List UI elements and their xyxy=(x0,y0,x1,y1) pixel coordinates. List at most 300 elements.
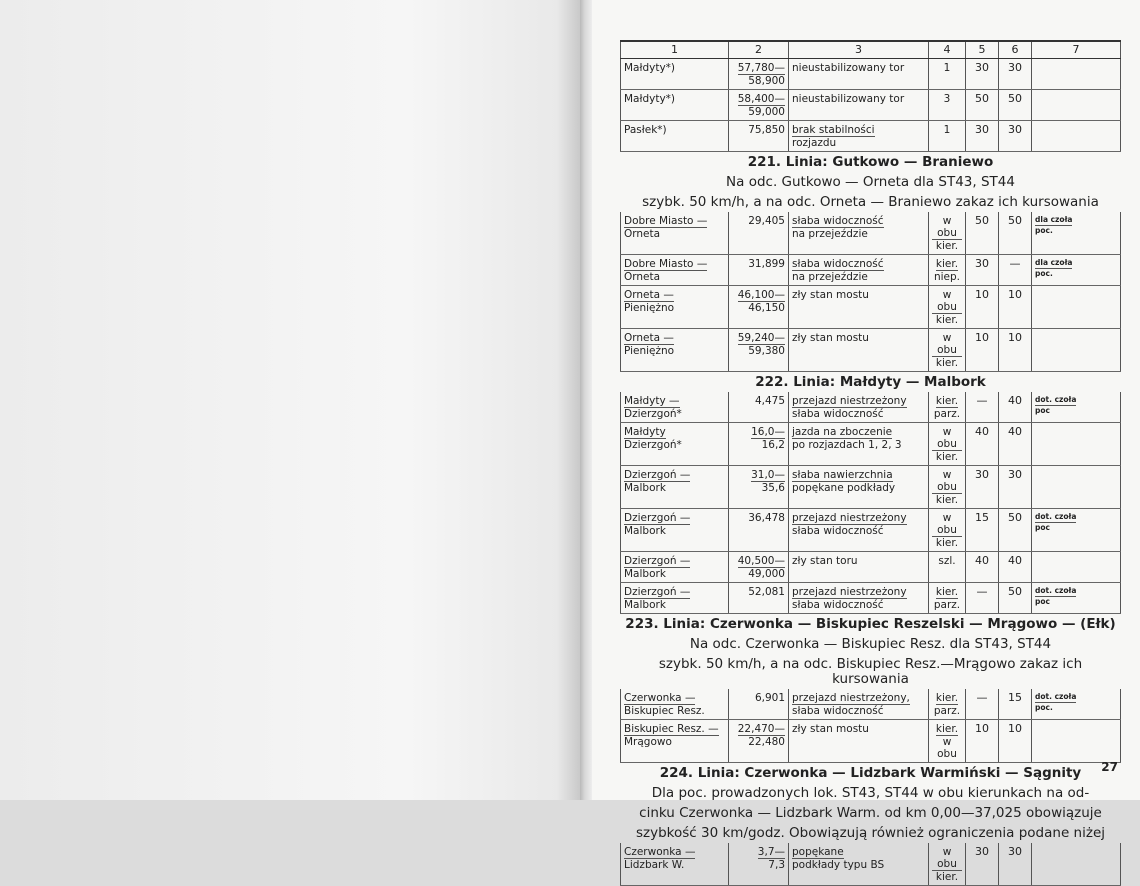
note-cell xyxy=(1032,843,1121,886)
col-header-3: 3 xyxy=(789,41,929,59)
col-header-5: 5 xyxy=(966,41,999,59)
blank-left-page xyxy=(0,0,580,800)
speed-cell xyxy=(966,583,999,614)
table-body xyxy=(621,59,1121,886)
cell-text-line: Orneta — xyxy=(624,332,674,344)
cell-text-line: dla czoła xyxy=(1035,215,1073,224)
cell-text-line: niep. xyxy=(933,271,961,283)
speed-cell xyxy=(966,392,999,423)
table-row xyxy=(621,255,1121,286)
cell-text-line: 50 xyxy=(1008,511,1022,524)
cell-text-line: Dzierzgoń — xyxy=(624,512,691,524)
cell-text-line: 22,470— xyxy=(737,723,785,735)
note-cell xyxy=(1032,509,1121,552)
note-cell xyxy=(1032,689,1121,720)
cell-text-line: 46,100— xyxy=(737,289,785,301)
line-note-row xyxy=(621,634,1121,654)
direction-cell xyxy=(929,212,966,255)
cell-text-line: Małdyty xyxy=(624,426,666,438)
speed-cell xyxy=(999,121,1032,152)
line-title-row xyxy=(621,614,1121,635)
direction-cell xyxy=(929,552,966,583)
col-header-2: 2 xyxy=(729,41,789,59)
km-cell xyxy=(729,90,789,121)
cell-text-line: słaba widoczność xyxy=(792,525,884,537)
km-cell xyxy=(729,212,789,255)
cell-text-line: 30 xyxy=(975,257,989,270)
cell-text-line: słaba widoczność xyxy=(792,258,884,270)
cell-text-line: przejazd niestrzeżony xyxy=(792,586,907,598)
cell-text-line: dla czoła xyxy=(1035,258,1073,267)
direction-cell xyxy=(929,392,966,423)
km-cell xyxy=(729,720,789,763)
speed-cell xyxy=(999,552,1032,583)
table-row xyxy=(621,121,1121,152)
speed-cell xyxy=(999,689,1032,720)
km-cell xyxy=(729,329,789,372)
reason-cell xyxy=(789,509,929,552)
cell-text-line: 50 xyxy=(975,214,989,227)
cell-text-line: 10 xyxy=(1008,331,1022,344)
km-cell xyxy=(729,121,789,152)
cell-text-line: kier. xyxy=(935,314,959,326)
station-cell xyxy=(621,329,729,372)
direction-cell xyxy=(929,423,966,466)
reason-cell xyxy=(789,329,929,372)
cell-text-line: 50 xyxy=(1008,585,1022,598)
note-cell xyxy=(1032,583,1121,614)
line-note: Dla poc. prowadzonych lok. ST43, ST44 w obu kierunkach na od- xyxy=(651,785,1090,801)
table-row xyxy=(621,509,1121,552)
cell-text-line: 35,6 xyxy=(761,482,785,494)
note-cell xyxy=(1032,329,1121,372)
table-row xyxy=(621,720,1121,763)
cell-text-line: słaba widoczność xyxy=(792,599,884,611)
note-cell xyxy=(1032,121,1121,152)
speed-cell xyxy=(966,121,999,152)
line-title-row xyxy=(621,152,1121,173)
km-cell xyxy=(729,423,789,466)
reason-cell xyxy=(789,466,929,509)
cell-text-line: Dobre Miasto — xyxy=(624,258,708,270)
km-cell xyxy=(729,509,789,552)
station-cell xyxy=(621,689,729,720)
reason-cell xyxy=(789,255,929,286)
reason-cell xyxy=(789,392,929,423)
cell-text-line: rozjazdu xyxy=(792,137,837,149)
station-cell xyxy=(621,423,729,466)
cell-text-line: Biskupiec Resz. xyxy=(624,705,705,717)
km-cell xyxy=(729,552,789,583)
speed-cell xyxy=(999,843,1032,886)
cell-text-line: kier. xyxy=(935,723,959,735)
table-row xyxy=(621,423,1121,466)
direction-cell xyxy=(929,466,966,509)
line-note-row xyxy=(621,192,1121,212)
cell-text-line: Dzierzgoń — xyxy=(624,586,691,598)
line-note: Na odc. Gutkowo — Orneta dla ST43, ST44 xyxy=(726,174,1015,190)
cell-text-line: po rozjazdach 1, 2, 3 xyxy=(792,439,902,451)
cell-text-line: kier. xyxy=(935,240,959,252)
speed-cell xyxy=(999,423,1032,466)
direction-cell xyxy=(929,90,966,121)
cell-text-line: Dzierzgoń* xyxy=(624,408,682,420)
direction-cell xyxy=(929,720,966,763)
cell-text-line: Orneta — xyxy=(624,289,674,301)
reason-cell xyxy=(789,689,929,720)
cell-text-line: dot. czoła xyxy=(1035,512,1077,521)
reason-cell xyxy=(789,59,929,90)
line-title: 222. Linia: Małdyty — Malbork xyxy=(755,374,986,390)
cell-text-line: 50 xyxy=(1008,214,1022,227)
cell-text-line: Orneta xyxy=(624,228,661,240)
cell-text-line: nieustabilizowany tor xyxy=(792,62,905,74)
speed-cell xyxy=(999,59,1032,90)
cell-text-line: Malbork xyxy=(624,482,666,494)
cell-text-line: Biskupiec Resz. — xyxy=(624,723,719,735)
direction-cell xyxy=(929,583,966,614)
cell-text-line: 40 xyxy=(1008,554,1022,567)
cell-text-line: — xyxy=(1009,257,1021,270)
cell-text-line: 59,000 xyxy=(748,106,785,118)
speed-cell xyxy=(966,212,999,255)
line-note-row xyxy=(621,172,1121,192)
cell-text-line: 1 xyxy=(943,124,951,136)
cell-text-line: 75,850 xyxy=(748,124,785,136)
km-cell xyxy=(729,843,789,886)
cell-text-line: Malbork xyxy=(624,599,666,611)
cell-text-line: kier. xyxy=(935,692,959,704)
cell-text-line: 10 xyxy=(1008,722,1022,735)
speed-cell xyxy=(999,466,1032,509)
cell-text-line: 31,899 xyxy=(748,258,785,270)
speed-cell xyxy=(999,583,1032,614)
cell-text-line: 6,901 xyxy=(754,692,785,704)
cell-text-line: w obu xyxy=(932,332,962,357)
speed-cell xyxy=(966,255,999,286)
speed-cell xyxy=(966,466,999,509)
km-cell xyxy=(729,286,789,329)
note-cell xyxy=(1032,90,1121,121)
station-cell xyxy=(621,843,729,886)
cell-text-line: 40 xyxy=(1008,425,1022,438)
speed-cell xyxy=(999,255,1032,286)
note-cell xyxy=(1032,286,1121,329)
speed-cell xyxy=(966,843,999,886)
station-cell xyxy=(621,583,729,614)
speed-cell xyxy=(966,720,999,763)
cell-text-line: na przejeździe xyxy=(792,228,868,240)
speed-cell xyxy=(966,423,999,466)
cell-text-line: zły stan toru xyxy=(792,555,858,567)
cell-text-line: 22,480 xyxy=(748,736,785,748)
note-cell xyxy=(1032,59,1121,90)
station-cell xyxy=(621,121,729,152)
speed-cell xyxy=(999,286,1032,329)
cell-text-line: Dzierzgoń — xyxy=(624,555,691,567)
cell-text-line: Orneta xyxy=(624,271,661,283)
station-cell xyxy=(621,90,729,121)
cell-text-line: 50 xyxy=(975,92,989,105)
cell-text-line: dot. czoła xyxy=(1035,395,1077,404)
cell-text-line: Dzierzgoń — xyxy=(624,469,691,481)
line-note-row xyxy=(621,654,1121,689)
cell-text-line: przejazd niestrzeżony, xyxy=(792,692,910,704)
cell-text-line: 16,0— xyxy=(751,426,785,438)
table-row xyxy=(621,212,1121,255)
cell-text-line: Czerwonka — xyxy=(624,846,696,858)
direction-cell xyxy=(929,329,966,372)
cell-text-line: w obu xyxy=(932,215,962,240)
cell-text-line: słaba widoczność xyxy=(792,705,884,717)
table-row xyxy=(621,329,1121,372)
direction-cell xyxy=(929,255,966,286)
speed-cell xyxy=(999,392,1032,423)
cell-text-line: słaba widoczność xyxy=(792,215,884,227)
note-cell xyxy=(1032,212,1121,255)
speed-restriction-table-area xyxy=(620,40,1120,886)
direction-cell xyxy=(929,843,966,886)
page-number: 27 xyxy=(1101,760,1118,774)
cell-text-line: Czerwonka — xyxy=(624,692,696,704)
cell-text-line: Dzierzgoń* xyxy=(624,439,682,451)
cell-text-line: parz. xyxy=(933,705,961,717)
table-row xyxy=(621,90,1121,121)
table-row xyxy=(621,286,1121,329)
table-row xyxy=(621,689,1121,720)
cell-text-line: 30 xyxy=(975,61,989,74)
cell-text-line: Lidzbark W. xyxy=(624,859,685,871)
cell-text-line: nieustabilizowany tor xyxy=(792,93,905,105)
cell-text-line: poc xyxy=(1035,597,1050,606)
cell-text-line: — xyxy=(976,585,988,598)
cell-text-line: 10 xyxy=(975,288,989,301)
note-cell xyxy=(1032,552,1121,583)
speed-cell xyxy=(966,552,999,583)
cell-text-line: w obu xyxy=(932,289,962,314)
reason-cell xyxy=(789,423,929,466)
cell-text-line: słaba widoczność xyxy=(792,408,884,420)
direction-cell xyxy=(929,121,966,152)
km-cell xyxy=(729,255,789,286)
cell-text-line: 59,240— xyxy=(737,332,785,344)
line-note: szybk. 50 km/h, a na odc. Orneta — Braniewo zakaz ich kursowania xyxy=(642,194,1099,210)
cell-text-line: 58,900 xyxy=(748,75,785,87)
cell-text-line: 36,478 xyxy=(748,512,785,524)
cell-text-line: 1 xyxy=(943,62,951,74)
cell-text-line: Pieniężno xyxy=(624,302,675,314)
cell-text-line: kier. xyxy=(935,258,959,270)
cell-text-line: w obu xyxy=(932,469,962,494)
direction-cell xyxy=(929,509,966,552)
km-cell xyxy=(729,583,789,614)
cell-text-line: poc. xyxy=(1035,226,1053,235)
cell-text-line: 30 xyxy=(1008,468,1022,481)
cell-text-line: 4,475 xyxy=(754,395,785,407)
cell-text-line: 30 xyxy=(1008,123,1022,136)
cell-text-line: 40 xyxy=(1008,394,1022,407)
cell-text-line: kier. xyxy=(935,357,959,369)
cell-text-line: 58,400— xyxy=(737,93,785,105)
cell-text-line: 29,405 xyxy=(748,215,785,227)
cell-text-line: — xyxy=(976,691,988,704)
speed-cell xyxy=(999,212,1032,255)
reason-cell xyxy=(789,286,929,329)
cell-text-line: Małdyty*) xyxy=(624,62,676,74)
cell-text-line: zły stan mostu xyxy=(792,723,869,735)
line-note: Na odc. Czerwonka — Biskupiec Resz. dla ST43, ST44 xyxy=(689,636,1052,652)
col-header-1: 1 xyxy=(621,41,729,59)
cell-text-line: 40 xyxy=(975,425,989,438)
cell-text-line: dot. czoła xyxy=(1035,586,1077,595)
station-cell xyxy=(621,59,729,90)
line-note: szybkość 30 km/godz. Obowiązują również ograniczenia podane niżej xyxy=(635,825,1105,841)
cell-text-line: parz. xyxy=(933,599,961,611)
cell-text-line: 15 xyxy=(1008,691,1022,704)
line-title: 224. Linia: Czerwonka — Lidzbark Warmiński — Sągnity xyxy=(659,765,1082,781)
cell-text-line: podkłady typu BS xyxy=(792,859,885,871)
note-cell xyxy=(1032,423,1121,466)
station-cell xyxy=(621,392,729,423)
cell-text-line: w obu xyxy=(937,736,957,760)
cell-text-line: 46,150 xyxy=(748,302,785,314)
km-cell xyxy=(729,59,789,90)
reason-cell xyxy=(789,720,929,763)
note-cell xyxy=(1032,720,1121,763)
speed-cell xyxy=(966,689,999,720)
direction-cell xyxy=(929,286,966,329)
col-header-7: 7 xyxy=(1032,41,1121,59)
cell-text-line: Malbork xyxy=(624,568,666,580)
cell-text-line: kier. xyxy=(935,871,959,883)
speed-cell xyxy=(966,509,999,552)
km-cell xyxy=(729,392,789,423)
cell-text-line: 31,0— xyxy=(751,469,785,481)
right-page xyxy=(592,0,1140,883)
cell-text-line: zły stan mostu xyxy=(792,289,869,301)
station-cell xyxy=(621,212,729,255)
cell-text-line: brak stabilności xyxy=(792,124,875,136)
speed-cell xyxy=(966,329,999,372)
cell-text-line: słaba nawierzchnia xyxy=(792,469,893,481)
cell-text-line: Małdyty — xyxy=(624,395,680,407)
line-note-row xyxy=(621,783,1121,803)
cell-text-line: 10 xyxy=(1008,288,1022,301)
direction-cell xyxy=(929,689,966,720)
station-cell xyxy=(621,720,729,763)
line-title-row xyxy=(621,763,1121,784)
cell-text-line: 15 xyxy=(975,511,989,524)
cell-text-line: dot. czoła xyxy=(1035,692,1077,701)
line-note: cinku Czerwonka — Lidzbark Warm. od km 0,00—37,025 obowiązuje xyxy=(639,805,1102,821)
cell-text-line: 30 xyxy=(975,468,989,481)
station-cell xyxy=(621,552,729,583)
line-note: szybk. 50 km/h, a na odc. Biskupiec Resz.—Mrągowo zakaz ich kursowania xyxy=(658,656,1083,687)
cell-text-line: 16,2 xyxy=(761,439,785,451)
station-cell xyxy=(621,509,729,552)
cell-text-line: kier. xyxy=(935,537,959,549)
note-cell xyxy=(1032,392,1121,423)
cell-text-line: szl. xyxy=(938,555,956,567)
cell-text-line: 52,081 xyxy=(748,586,785,598)
cell-text-line: na przejeździe xyxy=(792,271,868,283)
speed-cell xyxy=(999,720,1032,763)
line-title: 221. Linia: Gutkowo — Braniewo xyxy=(747,154,994,170)
cell-text-line: 59,380 xyxy=(748,345,785,357)
table-row xyxy=(621,552,1121,583)
column-header-row xyxy=(621,41,1121,59)
station-cell xyxy=(621,286,729,329)
cell-text-line: Pasłek*) xyxy=(624,124,667,136)
cell-text-line: zły stan mostu xyxy=(792,332,869,344)
cell-text-line: parz. xyxy=(933,408,961,420)
cell-text-line: w obu xyxy=(932,846,962,871)
reason-cell xyxy=(789,843,929,886)
direction-cell xyxy=(929,59,966,90)
cell-text-line: kier. xyxy=(935,395,959,407)
cell-text-line: 10 xyxy=(975,722,989,735)
cell-text-line: 30 xyxy=(1008,845,1022,858)
speed-cell xyxy=(999,329,1032,372)
cell-text-line: — xyxy=(976,394,988,407)
line-note-row xyxy=(621,803,1121,823)
cell-text-line: Pieniężno xyxy=(624,345,675,357)
cell-text-line: jazda na zboczenie xyxy=(792,426,893,438)
cell-text-line: 30 xyxy=(1008,61,1022,74)
speed-cell xyxy=(966,59,999,90)
cell-text-line: 30 xyxy=(975,845,989,858)
table-row xyxy=(621,392,1121,423)
cell-text-line: przejazd niestrzeżony xyxy=(792,395,907,407)
cell-text-line: Mrągowo xyxy=(624,736,672,748)
cell-text-line: 7,3 xyxy=(768,859,785,871)
cell-text-line: 10 xyxy=(975,331,989,344)
cell-text-line: Małdyty*) xyxy=(624,93,676,105)
line-title: 223. Linia: Czerwonka — Biskupiec Reszelski — Mrągowo — (Ełk) xyxy=(625,616,1116,632)
reason-cell xyxy=(789,212,929,255)
table-row xyxy=(621,843,1121,886)
cell-text-line: poc. xyxy=(1035,269,1053,278)
cell-text-line: przejazd niestrzeżony xyxy=(792,512,907,524)
col-header-6: 6 xyxy=(999,41,1032,59)
cell-text-line: 3,7— xyxy=(757,846,785,858)
speed-cell xyxy=(999,90,1032,121)
speed-cell xyxy=(966,90,999,121)
cell-text-line: 50 xyxy=(1008,92,1022,105)
speed-cell xyxy=(966,286,999,329)
reason-cell xyxy=(789,583,929,614)
speed-restriction-table xyxy=(620,40,1121,886)
speed-cell xyxy=(999,509,1032,552)
note-cell xyxy=(1032,255,1121,286)
reason-cell xyxy=(789,90,929,121)
station-cell xyxy=(621,255,729,286)
cell-text-line: 3 xyxy=(943,93,951,105)
cell-text-line: Malbork xyxy=(624,525,666,537)
cell-text-line: kier. xyxy=(935,586,959,598)
cell-text-line: 30 xyxy=(975,123,989,136)
cell-text-line: 40,500— xyxy=(737,555,785,567)
note-cell xyxy=(1032,466,1121,509)
cell-text-line: popękane podkłady xyxy=(792,482,896,494)
cell-text-line: poc xyxy=(1035,523,1050,532)
line-title-row xyxy=(621,372,1121,393)
cell-text-line: 57,780— xyxy=(737,62,785,74)
cell-text-line: kier. xyxy=(935,451,959,463)
km-cell xyxy=(729,689,789,720)
cell-text-line: 40 xyxy=(975,554,989,567)
cell-text-line: Dobre Miasto — xyxy=(624,215,708,227)
